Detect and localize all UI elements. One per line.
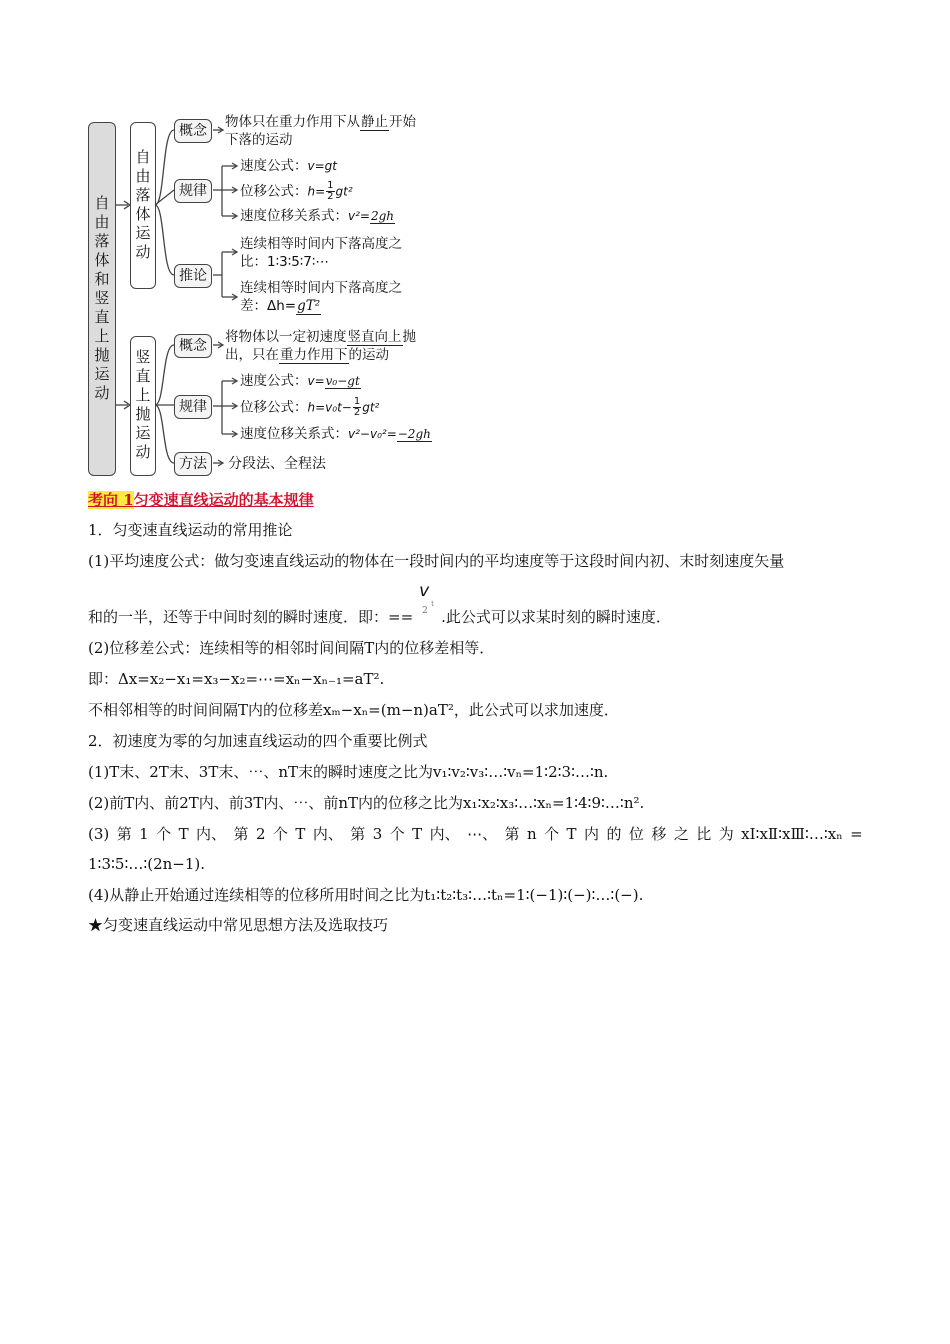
paragraph-10-word: n [526,825,537,843]
ff-concept-tag: 概念 [174,119,212,143]
paragraph-10-word: 3 [372,825,383,843]
paragraph-10-word: 的 [606,825,622,843]
paragraph-4: (2)位移差公式：连续相等的相邻时间间隔T内的位移差相等． [88,639,495,657]
paragraph-10-word: 之 [673,825,689,843]
velocity-fraction: v t 2 [419,581,434,616]
paragraph-10-word: 内、 [196,825,227,843]
root-title: 自由落体和竖直上抛运动 [92,194,111,404]
section-heading-title: 匀变速直线运动的基本规律 [133,491,314,509]
paragraph-10-word: 个 [156,825,172,843]
paragraph-10-word: 为 [718,825,734,843]
ff-speed-formula: 速度公式：v=gt [240,158,337,174]
paragraph-3: 和的一半，还等于中间时刻的瞬时速度．即：== v t 2 .此公式可以求某时刻的瞬时速度． [88,581,671,626]
paragraph-9: (2)前T内、前2T内、前3T内、⋯、前nT内的位移之比为x₁∶x₂∶x₃∶…∶xₙ=1∶4∶9∶…∶n². [88,794,645,812]
vu-method-text: 分段法、全程法 [228,456,326,472]
paragraph-13: ★匀变速直线运动中常见思想方法及选取技巧 [88,916,389,934]
paragraph-10-word: T [178,825,189,843]
vu-disp-formula: 位移公式：h=v₀t− $\frac{1}{2}$ gt² [240,396,380,418]
vertical-up-title: 竖直上抛运动 [133,349,152,463]
ff-disp-formula: 位移公式：h= $\frac{1}{2}$ gt² [240,180,353,202]
paragraph-12: (4)从静止开始通过连续相等的位移所用时间之比为t₁∶t₂∶t₃∶…∶tₙ=1∶(−1)∶(−)∶…∶(−). [88,886,644,904]
paragraph-11: 1∶3∶5∶…∶(2n−1). [88,855,206,873]
vu-concept-text: 将物体以一定初速度竖直向上抛 出，只在重力作用下的运动 [225,329,416,363]
ff-law-tag: 规律 [174,179,212,203]
section-heading [88,489,314,511]
root-box [88,122,116,476]
vu-speed-formula: 速度公式：v=v₀−gt [240,373,360,389]
paragraph-10-word: xⅠ∶xⅡ∶xⅢ∶…∶xₙ [741,825,843,843]
paragraph-10-word: 1 [139,825,149,843]
ff-rel-formula: 速度位移关系式：v²=2gh [240,208,395,224]
ff-inference-tag: 推论 [174,264,212,288]
paragraph-7: 2．初速度为零的匀加速直线运动的四个重要比例式 [88,732,428,750]
vu-concept-tag: 概念 [174,334,212,358]
vu-law-tag: 规律 [174,395,212,419]
paragraph-10-word: 第 [350,825,366,843]
paragraph-6: 不相邻相等的时间间隔T内的位移差xₘ−xₙ=(m−n)aT²，此公式可以求加速度． [88,701,619,719]
paragraph-1: 1．匀变速直线运动的常用推论 [88,521,293,539]
ff-inference-1: 连续相等时间内下落高度之 比：1∶3∶5∶7∶⋯ [240,236,402,270]
paragraph-2: (1)平均速度公式：做匀变速直线运动的物体在一段时间内的平均速度等于这段时间内初、末时刻速度矢量 [88,552,785,570]
paragraph-10-word: 个 [272,825,288,843]
paragraph-10-word: T [412,825,423,843]
paragraph-10-word: 移 [651,825,667,843]
paragraph-10-word: 第 [504,825,520,843]
paragraph-10-word: 第 [116,825,132,843]
paragraph-5: 即：Δx=x₂−x₁=x₃−x₂=⋯=xₙ−xₙ₋₁=aT². [88,670,385,688]
paragraph-10-word: 个 [544,825,560,843]
paragraph-10 [88,823,863,845]
paragraph-10-word: 内、 [312,825,343,843]
paragraph-10-word: 内 [584,825,600,843]
paragraph-10-word: 2 [255,825,266,843]
section-heading-label: 考向 1 [88,491,134,509]
paragraph-10-word: 个 [389,825,405,843]
paragraph-10-word: ⋯、 [467,825,498,843]
vu-method-tag: 方法 [174,452,212,476]
free-fall-title: 自由落体运动 [133,148,152,263]
ff-concept-text: 物体只在重力作用下从静止开始 下落的运动 [225,114,416,148]
paragraph-10-word: 比 [696,825,712,843]
vu-rel-formula: 速度位移关系式：v²−v₀²=−2gh [240,426,431,442]
paragraph-10-word: 第 [233,825,249,843]
paragraph-10-word: (3) [88,825,110,843]
paragraph-10-word: 位 [628,825,644,843]
paragraph-10-word: = [850,825,863,843]
ff-inference-2: 连续相等时间内下落高度之 差：Δh=gT² [240,280,402,314]
paragraph-10-word: 内、 [429,825,460,843]
paragraph-8: (1)T末、2T末、3T末、⋯、nT末的瞬时速度之比为v₁∶v₂∶v₃∶…∶vₙ=1∶2∶3∶…∶n. [88,763,609,781]
paragraph-10-word: T [566,825,577,843]
paragraph-10-word: T [295,825,306,843]
vertical-up-box [130,336,156,476]
free-fall-box [130,122,156,289]
